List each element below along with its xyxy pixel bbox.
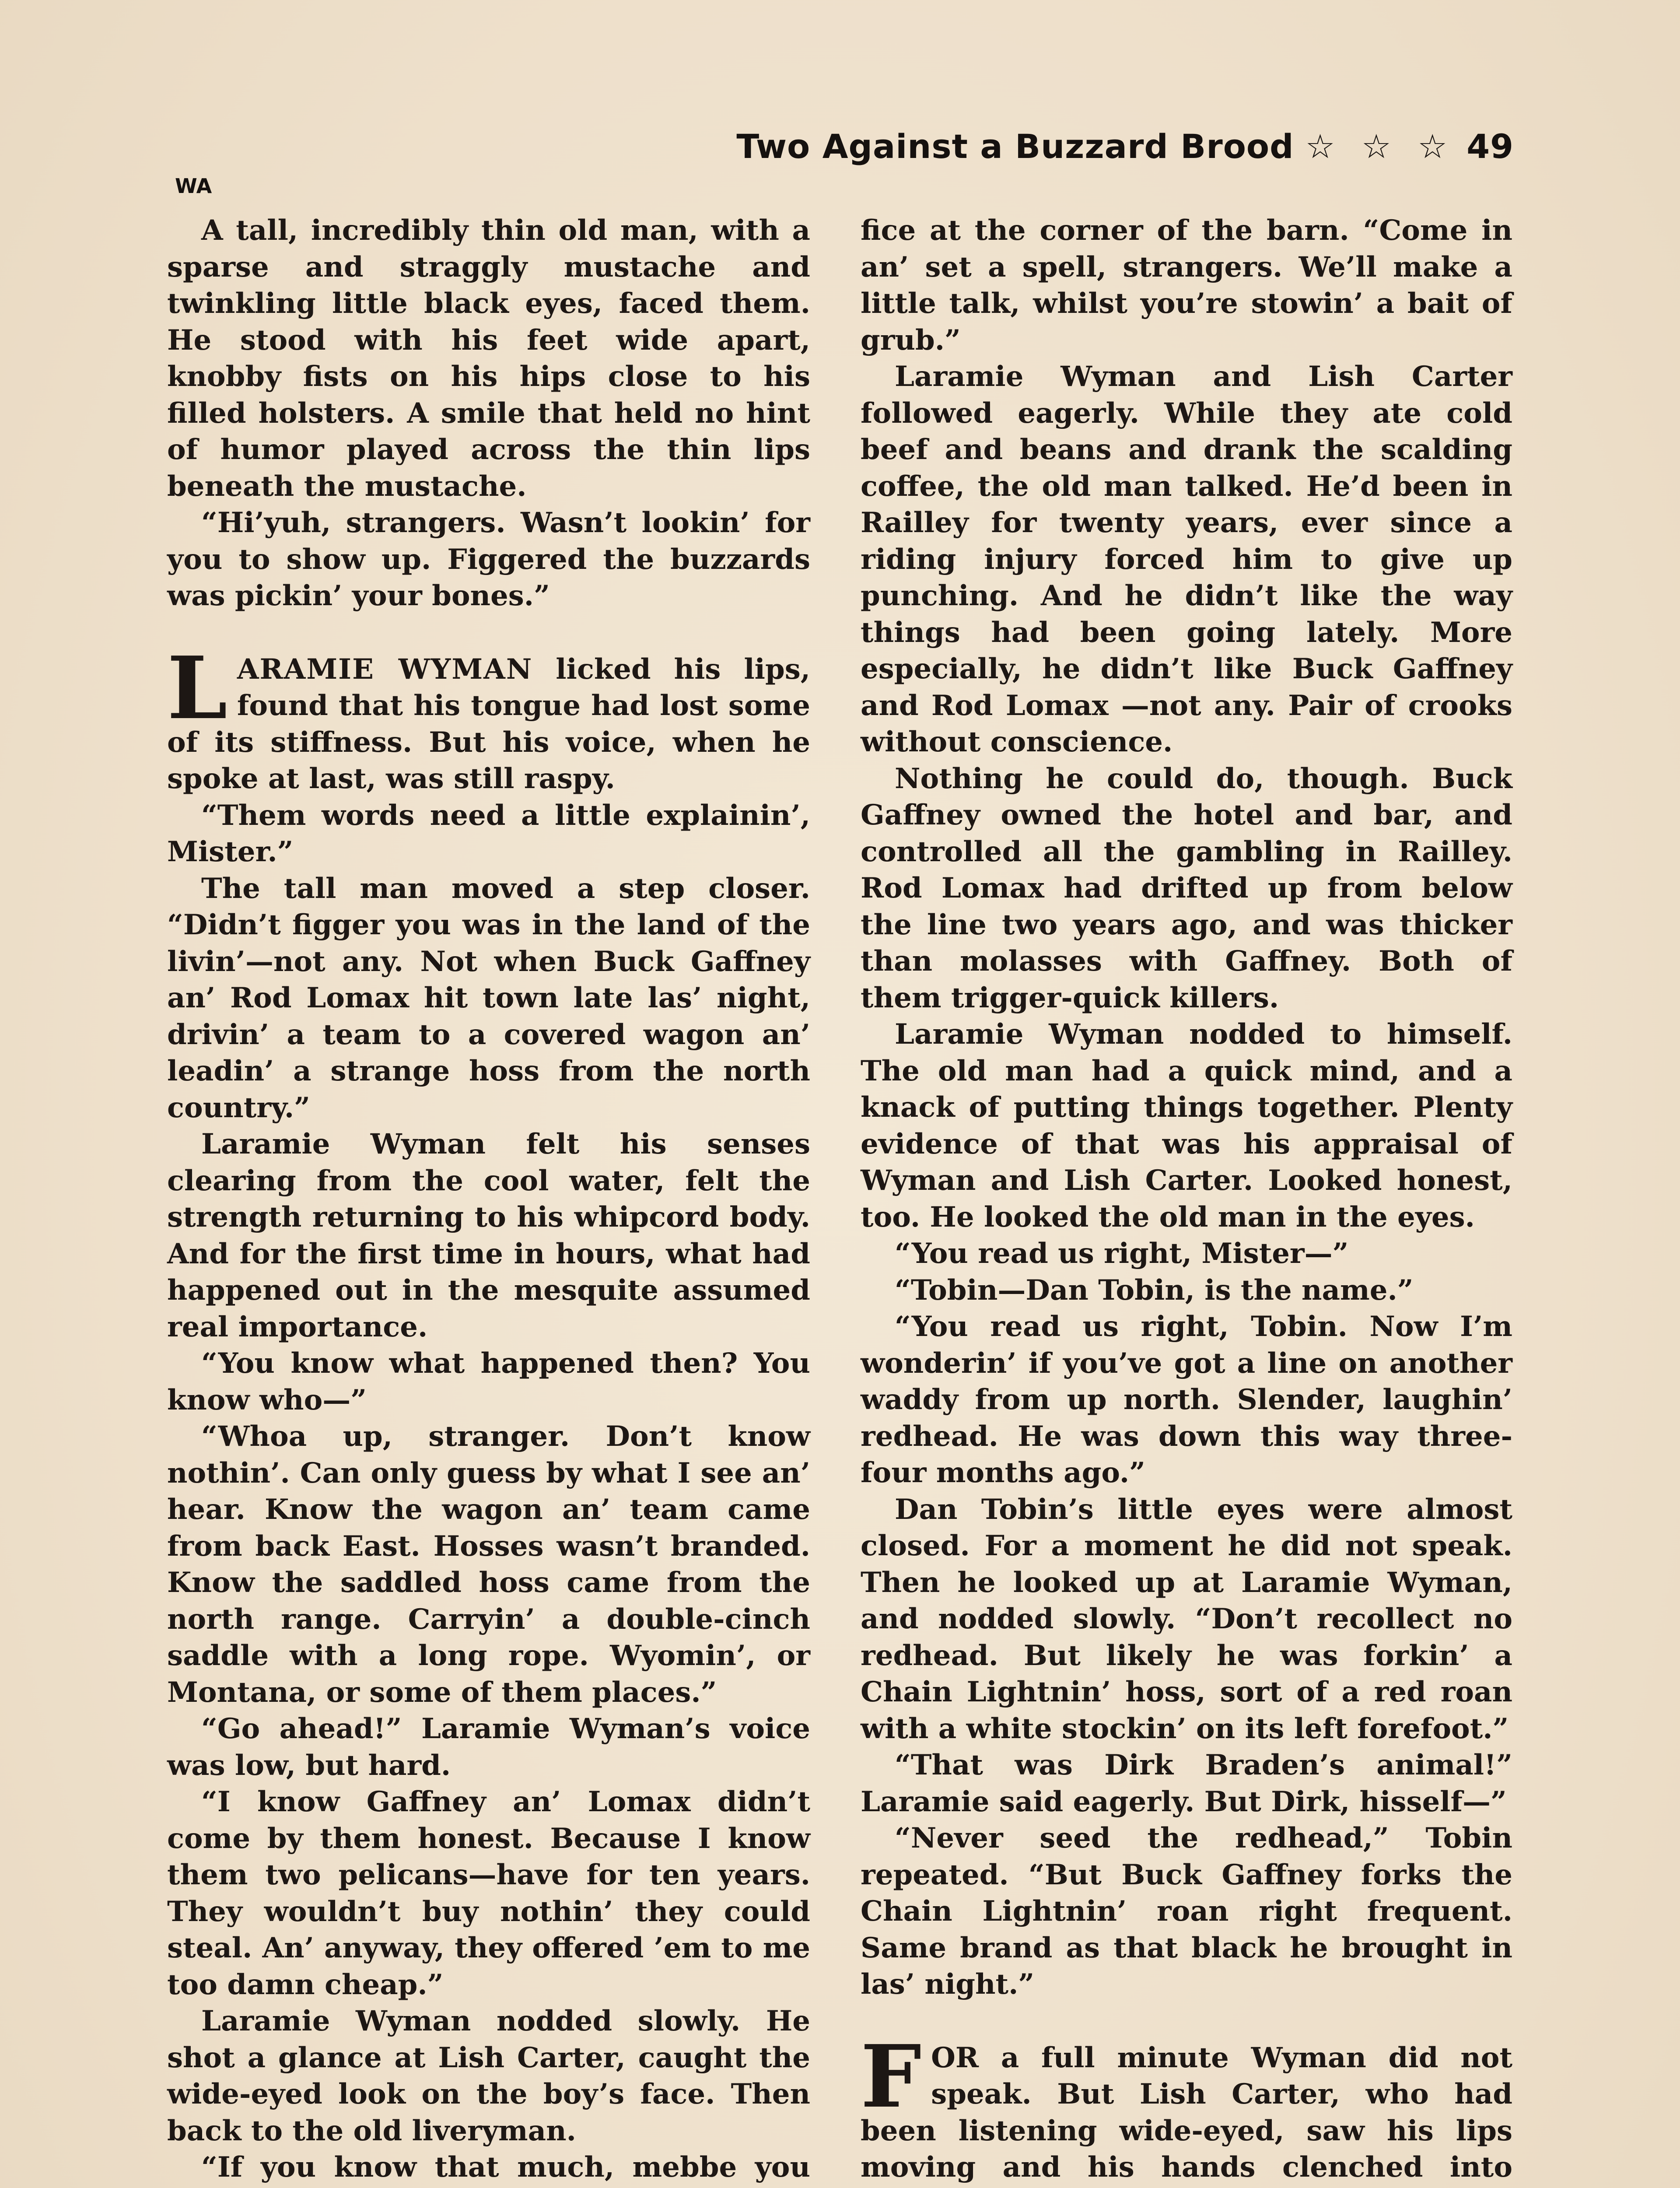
left-column xyxy=(167,212,810,2188)
paragraph: “Hi’yuh, strangers. Wasn’t lookin’ for you to show up. Figgered the buzzards was pickin’ your bones.” xyxy=(167,506,810,612)
paragraph: “Go ahead!” Laramie Wyman’s voice was low, but hard. xyxy=(167,1712,810,1782)
paragraph: “Never seed the redhead,” Tobin repeated. “But Buck Gaffney forks the Chain Lightnin’ roan right frequent. Same brand as that black he brought in las’ night.” xyxy=(861,1822,1512,2001)
paragraph-text: licked his lips, found that his tongue had lost some of its stiffness. But his voice, when he spoke at last, was still raspy. xyxy=(167,652,811,795)
paragraph: Laramie Wyman felt his senses clearing from the cool water, felt the strength returning to his whipcord body. And for the first time in hours, what had happened out in the mesquite assumed real importance. xyxy=(167,1128,810,1343)
paragraph: Laramie Wyman and Lish Carter followed eagerly. While they ate cold beef and beans and drank the scalding coffee, the old man talked. He’d been in Railley for twenty years, ever since a riding injury forced him to give up punching. And he didn’t like the way things had been going lately. More especially, he didn’t like Buck Gaffney and Rod Lomax —not any. Pair of crooks without conscience. xyxy=(861,360,1512,758)
paragraph: “That was Dirk Braden’s animal!” Laramie said eagerly. But Dirk, hisself—” xyxy=(861,1749,1512,1818)
paragraph: Laramie Wyman nodded slowly. He shot a glance at Lish Carter, caught the wide-eyed look on the boy’s face. Then back to the old liveryman. xyxy=(167,2005,810,2147)
paragraph: “You read us right, Mister—” xyxy=(895,1237,1349,1270)
paragraph: “I know Gaffney an’ Lomax didn’t come by them honest. Because I know them two pelicans—have for ten years. They wouldn’t buy nothin’ they could steal. An’ anyway, they offered ’em to me too damn cheap.” xyxy=(167,1785,810,2001)
paragraph: Nothing he could do, though. Buck Gaffney owned the hotel and bar, and controlled all the gambling in Railley. Rod Lomax had drifted up from below the line two years ago, and was thicker than molasses with Gaffney. Both of them trigger-quick killers. xyxy=(861,762,1512,1014)
paragraph: “Tobin—Dan Tobin, is the name.” xyxy=(895,1273,1414,1307)
paragraph: “You know what happened then? You know who—” xyxy=(167,1347,810,1417)
paragraph: A tall, incredibly thin old man, with a sparse and straggly mustache and twinkling little black eyes, faced them. He stood with his feet wide apart, knobby fists on his hips close to his filled holsters. A smile that held no hint of humor played across the thin lips beneath the mustache. xyxy=(167,214,810,503)
drop-cap: F xyxy=(861,2026,922,2127)
right-column xyxy=(861,212,1512,2188)
paragraph: “If you know that much, mebbe you xyxy=(201,2151,810,2184)
star-ornaments: ☆ ☆ ☆ xyxy=(1305,127,1456,166)
drop-cap: L xyxy=(167,638,228,739)
paragraph: Laramie Wyman nodded to himself. The old man had a quick mind, and a knack of putting things together. Plenty evidence of that was his appraisal of Wyman and Lish Carter. Looked honest, too. He looked the old man in the eyes. xyxy=(861,1018,1512,1234)
paragraph: “Whoa up, stranger. Don’t know nothin’. Can only guess by what I see an’ hear. Know the wagon an’ team came from back East. Hosses wasn’t branded. Know the saddled hoss came from the north range. Carryin’ a double-cinch saddle with a long rope. Wyomin’, or Montana, or some of them places.” xyxy=(167,1420,810,1709)
paragraph: “You read us right, Tobin. Now I’m wonderin’ if you’ve got a line on another waddy from up north. Slender, laughin’ redhead. He was down this way three-four months ago.” xyxy=(861,1310,1512,1489)
paragraph: “Them words need a little explainin’, Mister.” xyxy=(167,799,810,868)
paragraph: The tall man moved a step closer. “Didn’t figger you was in the land of the livin’—not any. Not when Buck Gaffney an’ Rod Lomax hit town late las’ night, drivin’ a team to a covered wagon an’ leadin’ a strange hoss from the north country.” xyxy=(167,872,810,1124)
section-opening-paragraph xyxy=(861,2026,1512,2188)
printer-code: WA xyxy=(175,174,212,198)
paragraph-text: OR a full minute Wyman did not speak. But Lish Carter, who had been listening wide-eyed, saw his lips moving and his hands clenched into xyxy=(861,2041,1512,2184)
page-number: 49 xyxy=(1466,127,1514,166)
story-title: Two Against a Buzzard Brood xyxy=(736,127,1294,166)
paragraph-continued: fice at the corner of the barn. “Come in an’ set a spell, strangers. We’ll make a little talk, whilst you’re stowin’ a bait of grub.” xyxy=(861,214,1512,357)
opening-caps: ARAMIE WYMAN xyxy=(237,652,533,686)
section-opening-paragraph xyxy=(167,638,811,797)
running-head xyxy=(736,127,1514,166)
paragraph: Dan Tobin’s little eyes were almost closed. For a moment he did not speak. Then he looked up at Laramie Wyman, and nodded slowly. “Don’t recollect no redhead. But likely he was forkin’ a Chain Lightnin’ hoss, sort of a red roan with a white stockin’ on its left forefoot.” xyxy=(861,1493,1512,1745)
